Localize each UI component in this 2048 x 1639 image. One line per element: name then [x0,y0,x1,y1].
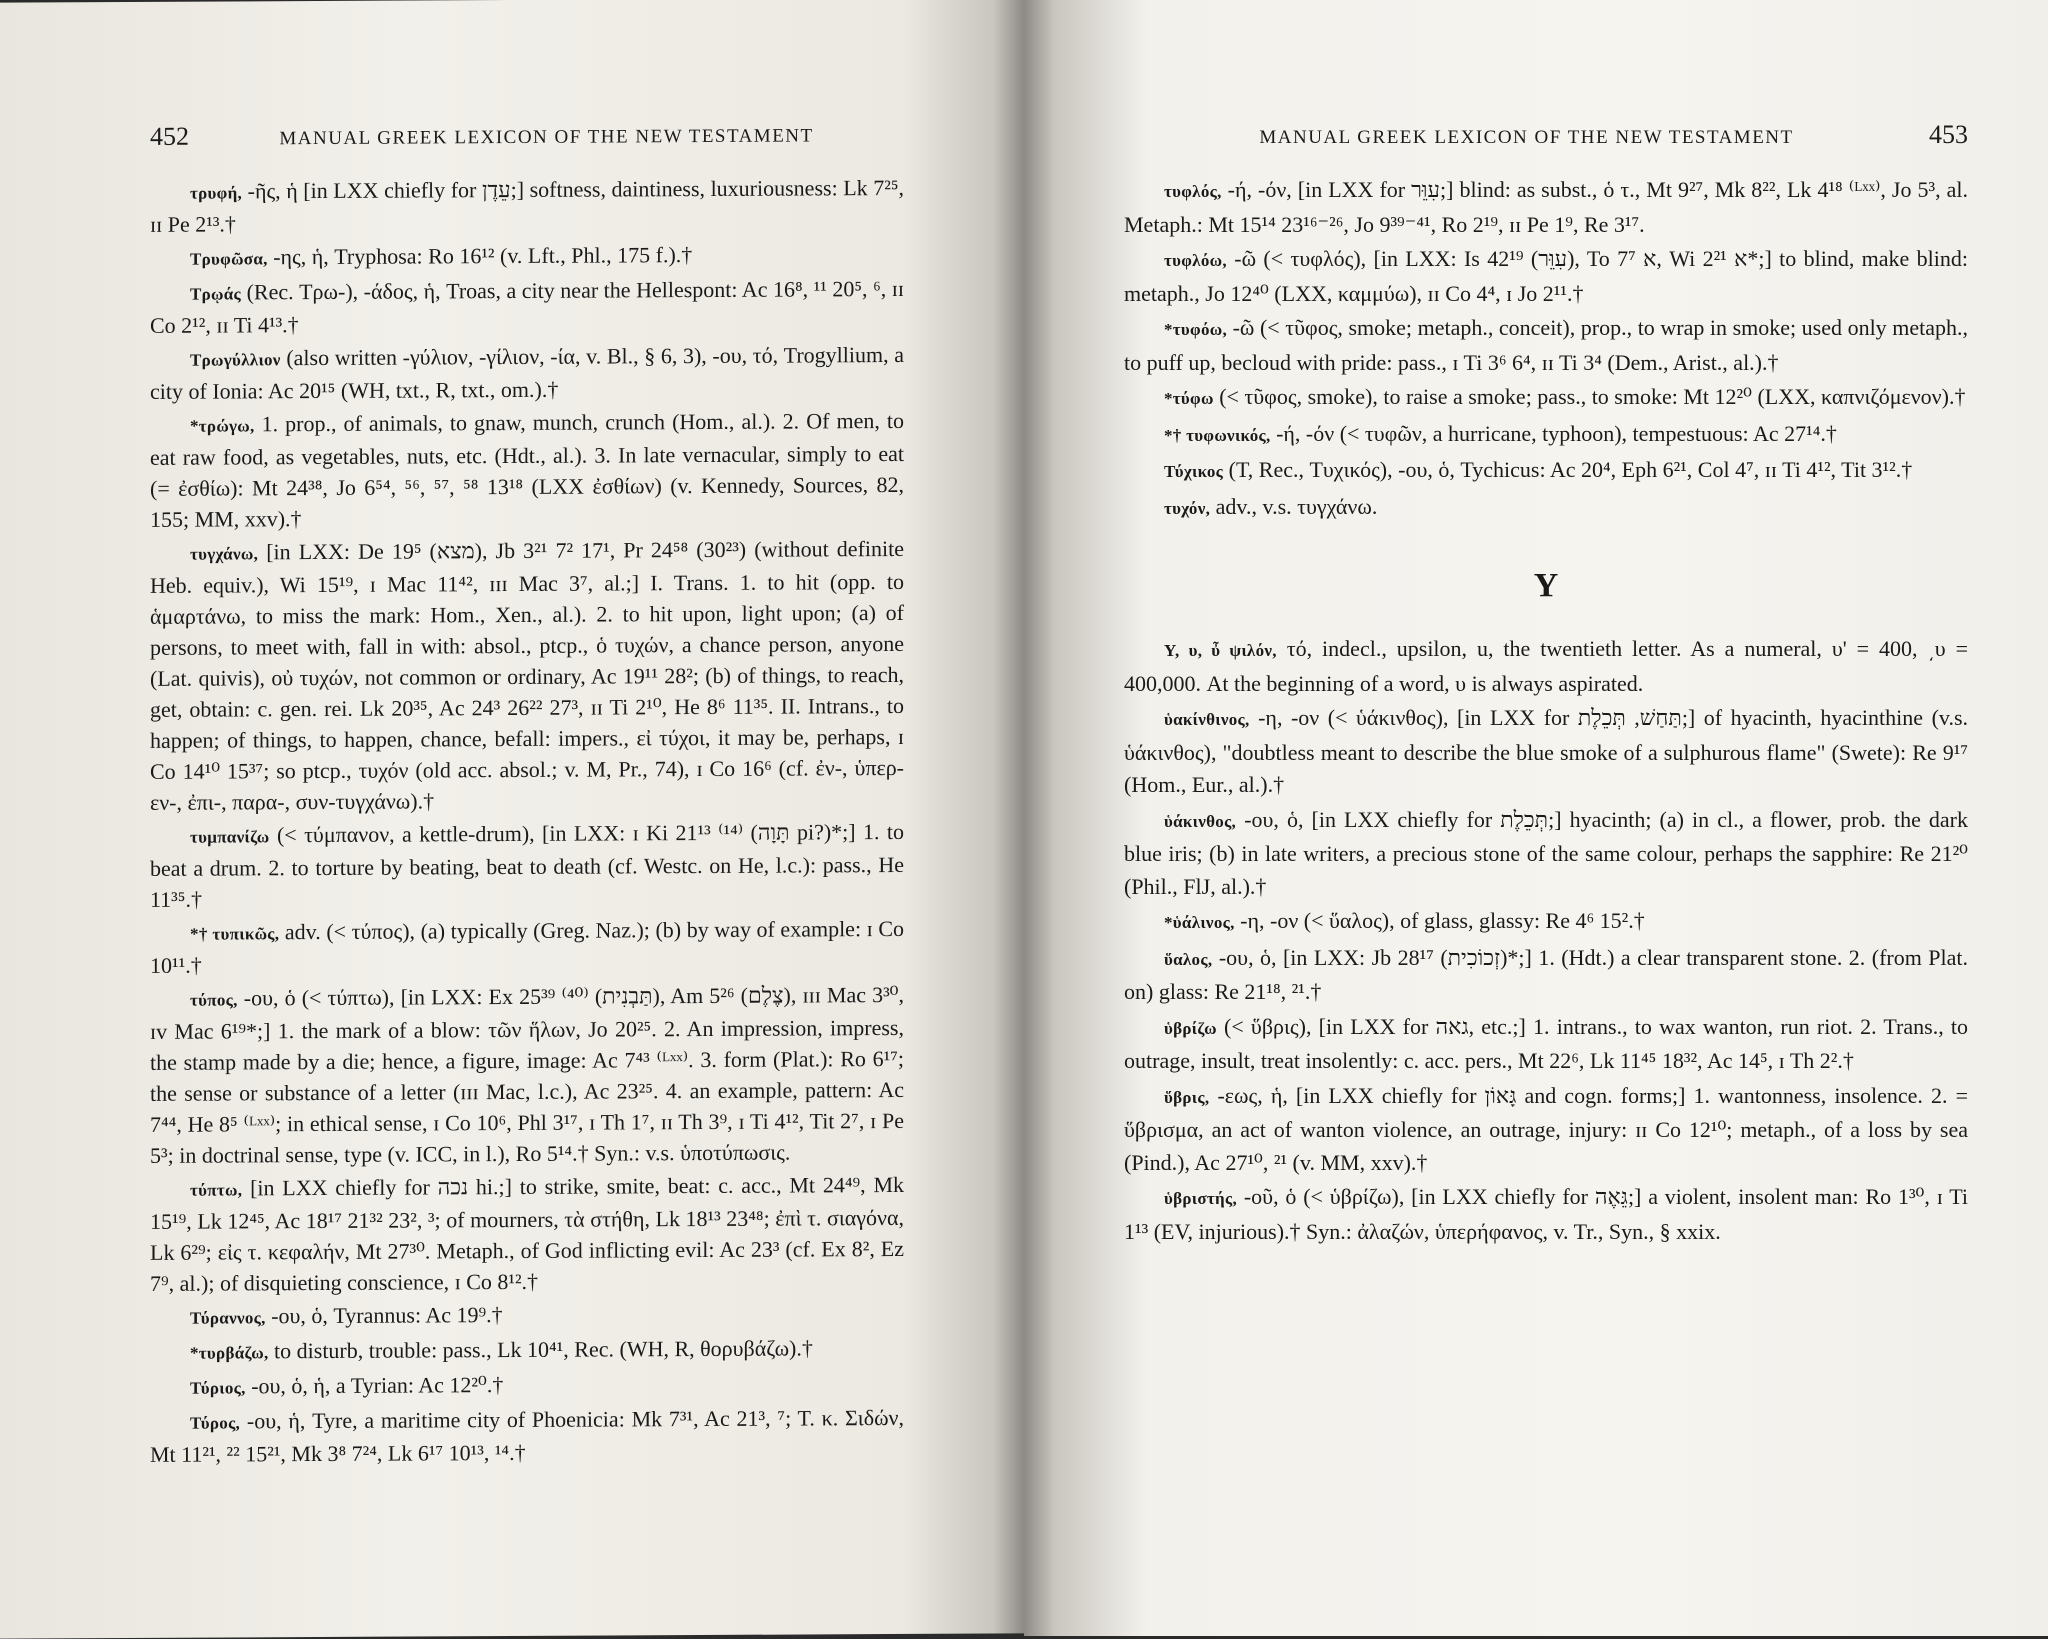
running-head-title-right: MANUAL GREEK LEXICON OF THE NEW TESTAMENT [1259,127,1794,148]
lexicon-entry [150,1402,904,1470]
entry-headword: Τύρος, [190,1413,241,1433]
lexicon-entry [1124,243,1968,310]
entry-text: -ή, -όν (< τυφῶν, a hurricane, typhoon), tempestuous: Ac 27¹⁴.† [1276,420,1837,446]
left-entries [150,172,904,1470]
entry-headword: ὑάκινθος, [1164,811,1237,831]
entry-headword: ὑβριστής, [1164,1189,1238,1208]
entry-text: (< ὕβρις), [in LXX for גאה, etc.;] 1. intrans., to wax wanton, run riot. 2. Trans., to outrage, insult, treat insolently: c. acc. pers., Mt 22⁶, Lk 11⁴⁵ 18³², Ac 14⁵, ɪ Th 2².† [1124,1013,1968,1073]
lexicon-entry [1124,905,1968,940]
entry-text: -ου, ὁ, [in LXX chiefly for תְּכֵלֶת;] hyacinth; (a) in cl., a flower, prob. the dark blue iris; (b) in late writers, a precious stone of the same colour, perhaps the sapphire: Re 21²⁰ (Phil., FlJ, al.).† [1124,806,1969,899]
entry-text: [in LXX chiefly for נכה hi.;] to strike, smite, beat: c. acc., Mt 24⁴⁹, Mk 15¹⁹, Lk 12⁴⁵, Ac 18¹⁷ 21³² 23², ³; of mourners, τὰ στήθη, Lk 18¹³ 23⁴⁸; ἐπὶ τ. σιαγόνα, Lk 6²⁹; εἰς τ. κεφαλήν, Mt 27³⁰. Metaph., of God inflicting evil: Ac 23³ (cf. Ex 8², Ez 7⁹, al.); of disquieting conscience, ɪ Co 8¹².† [150,1171,905,1296]
entry-text: -ῶ (< τυφλός), [in LXX: Is 42¹⁹ (עִוֵּר), To 7⁷ א, Wi 2²¹ א*;] to blind, make blind: metaph., Jo 12⁴⁰ (LXX, καμμύω), ɪɪ Co 4⁴, ɪ Jo 2¹¹.† [1124,246,1969,306]
entry-text: (also written -γύλιον, -γίλιον, -ία, v. Bl., § 6, 3), -ου, τό, Trogyllium, a city of Ionia: Ac 20¹⁵ (WH, txt., R, txt., om.).† [150,341,904,404]
lexicon-entry [1124,418,1968,453]
entry-headword: τύπτω, [190,1180,243,1200]
entry-text: -ῶ (< τῦφος, smoke; metaph., conceit), prop., to wrap in smoke; used only metaph., to puff up, becloud with pride: pass., ɪ Ti 3⁶ 6⁴, ɪɪ Ti 3⁴ (Dem., Arist., al.).† [1124,315,1968,375]
entry-text: -ου, ὁ, Tyrannus: Ac 19⁹.† [271,1302,503,1329]
entry-text: (Rec. Τρω-), -άδος, ἡ, Troas, a city near the Hellespont: Ac 16⁸, ¹¹ 20⁵, ⁶, ɪɪ Co 2¹², ɪɪ Ti 4¹³.† [150,275,904,338]
entry-headword: τρυφή, [190,183,243,203]
entry-text: adv., v.s. τυγχάνω. [1215,493,1378,519]
entry-text: -ῆς, ἡ [in LXX chiefly for עֵדֶן;] softness, daintiness, luxuriousness: Lk 7²⁵, ɪɪ Pe 2¹³.† [150,174,905,237]
entry-text: (T, Rec., Τυχικός), -ου, ὁ, Tychicus: Ac 20⁴, Eph 6²¹, Col 4⁷, ɪɪ Ti 4¹², Tit 3¹².† [1228,457,1913,482]
entry-text: -οῦ, ὁ (< ὑβρίζω), [in LXX chiefly for גֵּאֶה;] a violent, insolent man: Ro 1³⁰, ɪ Ti 1¹³ (EV, injurious).† Syn.: ἀλαζών, ὑπερήφανος, v. Tr., Syn., § xxix. [1124,1184,1968,1244]
entry-text: -ή, -όν, [in LXX for עִוֵּר;] blind: as subst., ὁ τ., Mt 9²⁷, Mk 8²², Lk 4¹⁸ ⁽ᴸˣˣ⁾, Jo 5³, al. Metaph.: Mt 15¹⁴ 23¹⁶⁻²⁶, Jo 9³⁹⁻⁴¹, Ro 2¹⁹, ɪɪ Pe 1⁹, Re 3¹⁷. [1124,177,1968,237]
entry-text: to disturb, trouble: pass., Lk 10⁴¹, Rec. (WH, R, θορυβάζω).† [274,1335,813,1364]
entry-text: -η, -ον (< ὕαλος), of glass, glassy: Re 4⁶ 15².† [1240,908,1645,933]
page-number-left: 452 [150,121,189,151]
entry-headword: Τύραννος, [190,1308,266,1328]
entry-text: adv. (< τύπος), (a) typically (Greg. Naz.); (b) by way of example: ɪ Co 10¹¹.† [150,915,905,978]
right-entries-after [1124,633,1968,1248]
entry-headword: *† τυπικῶς, [190,924,280,944]
lexicon-entry [150,1332,904,1369]
entry-text: -εως, ἡ, [in LXX chiefly for גָּאוֹן and cogn. forms;] 1. wantonness, insolence. 2. = ὕβρισμα, an act of wanton violence, an outrage, injury: ɪɪ Co 12¹⁰; metaph., of a loss by sea (Pind.), Ac 27¹⁰, ²¹ (v. MM, xxv).† [1124,1082,1969,1175]
entry-headword: Τρῳάς [190,284,242,304]
entry-headword: τυγχάνω, [190,544,259,564]
entry-headword: Τρυφῶσα, [190,249,268,269]
entry-headword: Υ, υ, ὖ ψιλόν, [1164,641,1277,660]
entry-text: -η, -ον (< ὑάκινθος), [in LXX for תַּחַשׁ, תְּכֵלֶת;] of hyacinth, hyacinthine (v.s. ὑάκινθος), "doubtless meant to describe the blue smoke of a sulphurous flame" (Swete): Re 9¹⁷ (Hom., Eur., al.).† [1124,705,1969,797]
running-head-right [1124,120,1968,150]
lexicon-entry [1124,381,1968,416]
entry-headword: ὑβρίζω [1164,1018,1217,1038]
running-head-title-left: MANUAL GREEK LEXICON OF THE NEW TESTAMENT [279,125,814,150]
right-entries-before [1124,174,1968,525]
lexicon-entry [150,172,904,240]
entry-headword: Τύριος, [190,1378,246,1398]
right-page [1024,0,2048,1636]
entry-text: (< τύμπανον, a kettle-drum), [in LXX: ɪ Ki 21¹³ ⁽¹⁴⁾ (תָּוָה pi?)*;] 1. to beat a drum. 2. to torture by beating, beat to death (cf. Westc. on He, l.c.): pass., He 11³⁵.† [150,818,905,912]
entry-headword: Τρωγύλλιον [190,350,281,370]
entry-headword: *τρώγω, [190,416,255,436]
lexicon-entry [1124,1011,1968,1078]
entry-headword: ὕαλος, [1164,949,1213,969]
entry-headword: ὑακίνθινος, [1164,710,1250,729]
running-head-left [150,118,904,152]
entry-headword: ὕβρις, [1164,1087,1210,1107]
entry-headword: *τυφόω, [1164,320,1228,339]
entry-text: -ης, ἡ, Tryphosa: Ro 16¹² (v. Lft., Phl., 175 f.).† [273,242,693,270]
entry-headword: τυμπανίζω [190,827,270,847]
lexicon-entry [1124,174,1968,241]
page-number-right: 453 [1929,120,1968,149]
lexicon-entry [1124,942,1968,1009]
entry-headword: τύπος, [190,990,238,1010]
lexicon-entry [150,979,904,1171]
lexicon-entry [150,339,904,407]
lexicon-entry [150,1367,904,1404]
lexicon-entry [150,1169,904,1299]
lexicon-entry [150,1297,904,1334]
entry-headword: *τύφω [1164,389,1214,408]
lexicon-entry [150,913,904,981]
entry-text: [in LXX: De 19⁵ (מצא), Jb 3²¹ 7² 17¹, Pr 24⁵⁸ (30²³) (without definite Heb. equiv.), Wi 15¹⁹, ɪ Mac 11⁴², ɪɪɪ Mac 3⁷, al.;] I. Trans. 1. to hit (opp. to ἁμαρτάνω, to miss the mark: Hom., Xen., al.). 2. to hit upon, light upon; (a) of persons, to meet with, fall in with: absol., ptcp., ὁ τυχών, a chance person, anyone (Lat. quivis), οὐ τυχών, not common or ordinary, Ac 19¹¹ 28²; (b) of things, to reach, get, obtain: c. gen. rei. Lk 20³⁵, Ac 24³ 26²² 27³, ɪɪ Ti 2¹⁰, He 8⁶ 11³⁵. II. Intrans., to happen; of things, to happen, chance, befall: impers., εἰ τύχοι, it may be, perhaps, ɪ Co 14¹⁰ 15³⁷; so ptcp., τυχόν (old acc. absol.; v. M, Pr., 74), ɪ Co 16⁶ (cf. ἐν-, ὑπερ-εν-, ἐπι-, παρα-, συν-τυγχάνω).† [150,535,905,815]
entry-headword: τυχόν, [1164,498,1211,518]
entry-text: -ου, ὁ, ἡ, a Tyrian: Ac 12²⁰.† [251,1372,504,1399]
entry-headword: τυφλός, [1164,182,1222,201]
lexicon-entry [1124,633,1968,700]
lexicon-entry [150,405,904,535]
entry-text: (< τῦφος, smoke), to raise a smoke; pass., to smoke: Mt 12²⁰ (LXX, καπνιζόμενον).† [1219,384,1966,409]
entry-text: 1. prop., of animals, to gnaw, munch, crunch (Hom., al.). 2. Of men, to eat raw food, as vegetables, nuts, etc. (Hdt., al.). 3. In late vernacular, simply to eat (= ἐσθίω): Mt 24³⁸, Jo 6⁵⁴, ⁵⁶, ⁵⁷, ⁵⁸ 13¹⁸ (LXX ἐσθίων) (v. Kennedy, Sources, 82, 155; MM, xxv).† [150,407,905,532]
entry-headword: *τυρβάζω, [190,1343,269,1363]
entry-headword: Τύχικος [1164,462,1224,481]
entry-text: τό, indecl., upsilon, u, the twentieth letter. As a numeral, υ' = 400, ͵υ = 400,000. At the beginning of a word, υ is always aspirated. [1124,636,1969,696]
entry-headword: *ὑάλινος, [1164,913,1235,932]
lexicon-entry [150,533,904,818]
lexicon-entry [150,238,904,275]
lexicon-entry [1124,491,1968,526]
lexicon-entry [1124,454,1968,489]
entry-text: -ου, ὁ, [in LXX: Jb 28¹⁷ (זְכוֹכִית)*;] 1. (Hdt.) a clear transparent stone. 2. (from Plat. on) glass: Re 21¹⁸, ²¹.† [1124,944,1969,1004]
entry-text: -ου, ἡ, Tyre, a maritime city of Phoenicia: Mk 7³¹, Ac 21³, ⁷; T. κ. Σιδών, Mt 11²¹, ²² 15²¹, Mk 3⁸ 7²⁴, Lk 6¹⁷ 10¹³, ¹⁴.† [150,1404,904,1467]
lexicon-entry [1124,1080,1968,1180]
lexicon-entry [150,816,904,915]
entry-text: -ου, ὁ (< τύπτω), [in LXX: Ex 25³⁹ ⁽⁴⁰⁾ (תַּבְנִית), Am 5²⁶ (צֶלֶם), ɪɪɪ Mac 3³⁰, ɪᴠ Mac 6¹⁹*;] 1. the mark of a blow: τῶν ἥλων, Jo 20²⁵. 2. An impression, impress, the stamp made by a die; hence, a figure, image: Ac 7⁴³ ⁽ᴸˣˣ⁾. 3. form (Plat.): Ro 6¹⁷; the sense or substance of a letter (ɪɪɪ Mac, l.c.), Ac 23²⁵. 4. an example, pattern: Ac 7⁴⁴, He 8⁵ ⁽ᴸˣˣ⁾; in ethical sense, ɪ Co 10⁶, Phl 3¹⁷, ɪ Th 1⁷, ɪɪ Th 3⁹, ɪ Ti 4¹², Tit 2⁷, ɪ Pe 5³; in doctrinal sense, type (v. ICC, in l.), Ro 5¹⁴.† Syn.: v.s. ὑποτύπωσις. [150,981,904,1168]
entry-headword: *† τυφωνικός, [1164,425,1271,445]
lexicon-entry [1124,804,1968,904]
lexicon-entry [1124,1181,1968,1248]
section-letter: Υ [1533,567,1559,604]
lexicon-entry [150,273,904,341]
entry-headword: τυφλόω, [1164,251,1227,270]
lexicon-entry [1124,702,1968,802]
lexicon-entry [1124,312,1968,379]
